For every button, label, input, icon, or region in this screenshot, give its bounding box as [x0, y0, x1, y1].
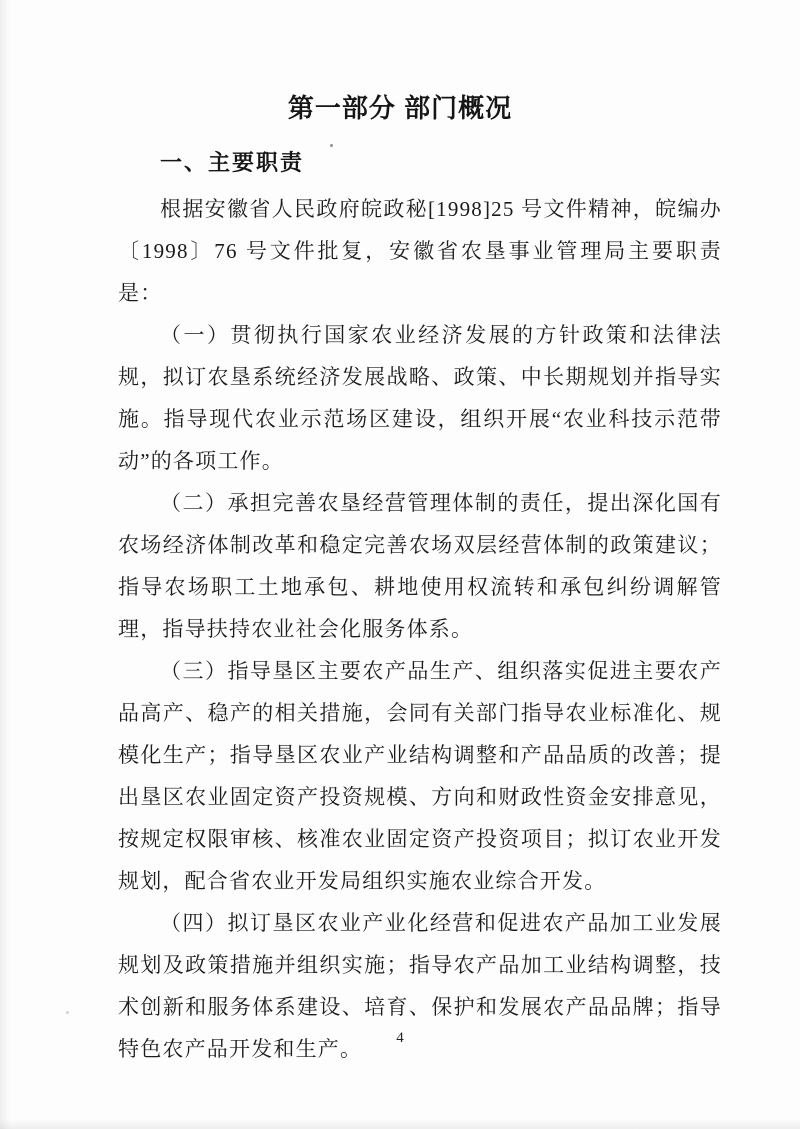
paragraph-duty-4: （四）拟订垦区农业产业化经营和促进农产品加工业发展规划及政策措施并组织实施；指导农产品加工业结构调整，技术创新和服务体系建设、培育、保护和发展农产品品牌；指导特色农产品开发和生产。 [118, 911, 722, 1061]
paragraph-duty-2: （二）承担完善农垦经营管理体制的责任，提出深化国有农场经济体制改革和稳定完善农场双层经营体制的政策建议；指导农场职工土地承包、耕地使用权流转和承包纠纷调解管理，指导扶持农业社会化服务体系。 [118, 491, 722, 641]
scan-edge-bottom [0, 1119, 800, 1129]
document-body [118, 188, 722, 1070]
scan-edge-left [0, 0, 10, 1129]
paragraph-intro: 根据安徽省人民政府皖政秘[1998]25 号文件精神，皖编办〔1998〕76 号文件批复，安徽省农垦事业管理局主要职责是： [118, 197, 722, 305]
page-number: 4 [396, 1030, 404, 1046]
section-heading: 一、主要职责 [160, 150, 305, 175]
paragraph-duty-1: （一）贯彻执行国家农业经济发展的方针政策和法律法规，拟订农垦系统经济发展战略、政策、中长期规划并指导实施。指导现代农业示范场区建设，组织开展“农业科技示范带动”的各项工作。 [118, 323, 722, 473]
page-title: 第一部分 部门概况 [287, 93, 513, 123]
paragraph-duty-3: （三）指导垦区主要农产品生产、组织落实促进主要农产品高产、稳产的相关措施，会同有关部门指导农业标准化、规模化生产；指导垦区农业产业结构调整和产品品质的改善；提出垦区农业固定资产投资规模、方向和财政性资金安排意见，按规定权限审核、核准农业固定资产投资项目；拟订农业开发规划，配合省农业开发局组织实施农业综合开发。 [118, 659, 722, 893]
scan-speck [330, 144, 333, 147]
scan-speck [66, 1011, 69, 1014]
